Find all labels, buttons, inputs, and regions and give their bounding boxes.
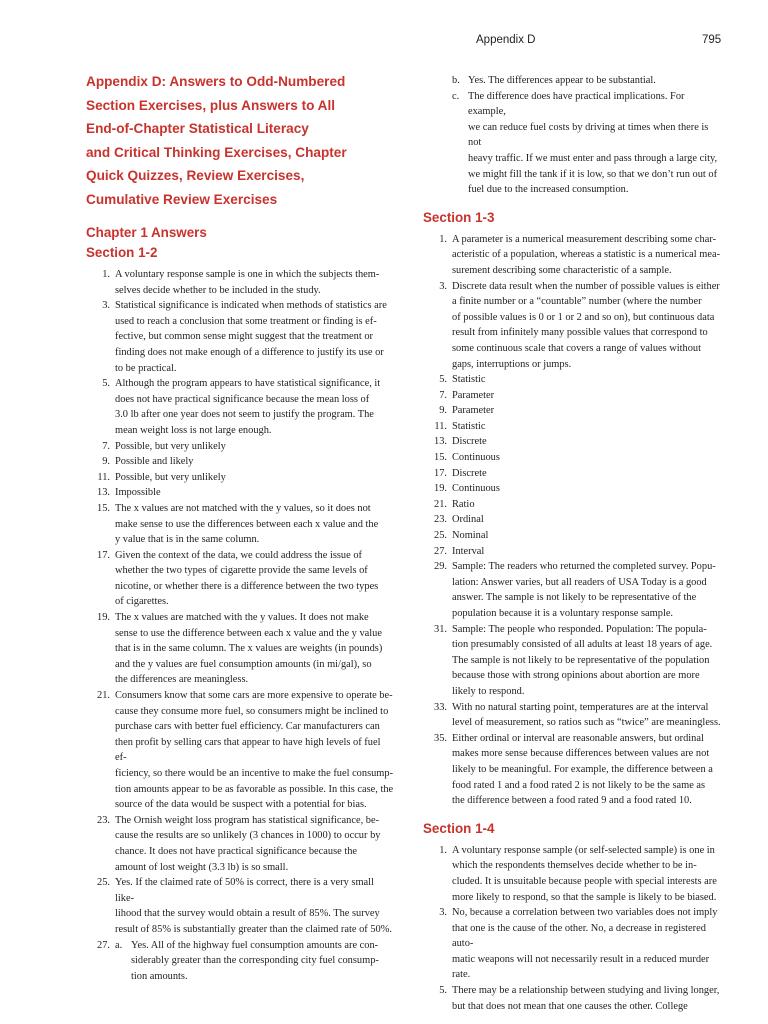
answer-list-1-4 [423,843,723,1015]
answer-text [452,528,723,544]
answer-item [423,544,723,560]
text-line: Impossible [115,487,161,499]
answer-number: 1. [439,233,447,245]
text-line: Either ordinal or interval are reasonable answers, but ordinal [452,732,704,744]
answer-text [115,485,394,501]
answer-text [115,688,394,813]
text-line: Interval [452,545,485,557]
text-line: some continuous scale that covers a range of values without [452,342,702,354]
answer-text [452,512,723,528]
answer-item [423,843,723,905]
text-line: Consumers know that some cars are more expensive to operate be- [115,690,393,702]
text-line: Ratio [452,498,475,510]
answer-list-1-3 [423,232,723,809]
answer-item [86,439,394,455]
answer-item [423,512,723,528]
text-line: and the y values are fuel consumption amounts (in mi/gal), so [115,658,372,670]
text-line: cause they consume more fuel, so consumers might be inclined to [115,705,389,717]
answer-text [452,843,723,905]
answer-item [423,700,723,731]
text-line: 3.0 lb after one year does not seem to justify the program. The [115,409,374,421]
text-line: Sample: The readers who returned the completed survey. Popu- [452,561,716,573]
text-line: used to reach a conclusion that some treatment or finding is ef- [115,315,377,327]
text-line: Discrete [452,436,487,448]
answer-number: 21. [97,690,110,702]
answer-text [452,419,723,435]
answer-number: 23. [434,514,447,526]
answer-number: 35. [434,732,447,744]
answer-item [423,905,723,983]
text-line: tion presumably consisted of all adults at least 18 years of age. [452,639,713,651]
answer-number: 19. [97,612,110,624]
answer-number: 7. [102,440,110,452]
answer-text [452,905,723,983]
text-line: a finite number or a “countable” number (where the number [452,296,702,308]
text-line: Possible and likely [115,456,194,468]
text-line: A voluntary response sample is one in which the subjects them- [115,269,380,280]
text-line: Yes. All of the highway fuel consumption amounts are con- [131,939,379,951]
text-line: mean weight loss is not large enough. [115,424,272,436]
answer-number: 13. [434,436,447,448]
answer-text [452,481,723,497]
answer-text [452,388,723,404]
section-heading-1-2: Section 1-2 [86,245,158,260]
answer-text [115,298,394,376]
text-line: fective, but common sense might suggest that the treatment or [115,331,373,343]
text-line: The x values are matched with the y values. It does not make [115,612,369,624]
answer-item [86,376,394,438]
text-line: lihood that the survey would obtain a result of 85%. The survey [115,908,380,920]
text-line: heavy traffic. If we must enter and pass through a large city, [468,152,718,164]
text-line: that is in the same column. The x values are weights (in pounds) [115,643,383,655]
text-line: Parameter [452,389,495,401]
answer-item [86,267,394,298]
answer-text [452,497,723,513]
text-line: Appendix D: Answers to Odd-Numbered [86,74,346,89]
answer-text [452,279,723,373]
text-line: Yes. If the claimed rate of 50% is correct, there is a very small like- [115,877,374,904]
text-line: chance. It does not have practical significance because the [115,845,358,857]
answer-text [468,73,723,89]
answer-text [452,372,723,388]
answer-item [86,688,394,813]
answer-number: 3. [102,300,110,312]
answer-item [86,938,394,985]
answer-item [423,497,723,513]
text-line: Discrete data result when the number of possible values is either [452,280,720,292]
answer-text [115,813,394,875]
text-line: ficiency, so there would be an incentive to make the fuel consump- [115,768,394,779]
text-line: Statistical significance is indicated when methods of statistics are [115,300,387,312]
text-line: then profit by selling cars that appear to have high levels of fuel ef- [115,736,381,764]
answer-number: 7. [439,389,447,401]
text-line: population because it is a voluntary response sample. [452,608,674,619]
answer-number: 29. [434,561,447,573]
text-line: answer. The sample is not likely to be representative of the [452,592,697,604]
text-line: The sample is not likely to be representative of the population [452,654,710,666]
text-line: result from infinitely many possible values that correspond to [452,327,708,339]
answer-number: 15. [97,502,110,514]
answer-number: 25. [434,530,447,542]
answer-item [86,610,394,688]
answer-number: 33. [434,701,447,713]
text-line: Discrete [452,467,487,479]
text-line: matic weapons will not necessarily result in a reduced murder rate. [452,953,710,981]
answer-item [423,279,723,373]
answer-number: 15. [434,452,447,464]
answer-text [452,450,723,466]
text-line: we can reduce fuel costs by driving at times when there is not [468,121,709,149]
text-line: Statistic [452,374,486,386]
answer-number: 11. [97,471,110,483]
text-line: level of measurement, so ratios such as “twice” are meaningless. [452,717,721,729]
text-line: tion amounts. [131,970,188,982]
text-line: surement describing some characteristic of a sample. [452,264,672,276]
text-line: No, because a correlation between two variables does not imply [452,907,718,919]
text-line: End-of-Chapter Statistical Literacy [86,121,309,136]
answer-item [423,388,723,404]
answer-text [115,875,394,937]
answer-item [423,559,723,621]
answer-item [423,731,723,809]
text-line: cause the results are so unlikely (3 chances in 1000) to occur by [115,830,381,842]
answer-item [86,501,394,548]
text-line: Cumulative Review Exercises [86,191,278,207]
answer-text [115,454,394,470]
text-line: food rated 1 and a food rated 2 is not likely to be the same as [452,779,706,791]
text-line: cluded. It is unsuitable because people with special interests are [452,875,717,887]
answer-text [115,501,394,548]
continued-answers [423,73,723,198]
answer-item [423,372,723,388]
text-line: the difference between a food rated 9 and a food rated 10. [452,795,692,807]
text-line: but that does not mean that one causes the other. College [452,1000,688,1012]
answer-text [115,610,394,688]
answer-item [86,813,394,875]
text-line: Possible, but very unlikely [115,440,226,452]
answer-item [423,403,723,419]
text-line: likely to be meaningful. For example, the difference between a [452,763,713,775]
answer-number: 17. [97,549,110,561]
text-line: source of the data would be suspect with a potential for bias. [115,799,367,811]
answer-item [423,434,723,450]
running-title: Appendix D [476,34,536,46]
answer-text [131,938,394,985]
text-line: acteristic of a population, whereas a statistic is a numerical mea- [452,249,721,261]
answer-number: 1. [439,844,447,856]
answer-number: 1. [102,269,110,280]
text-line: finding does not make enough of a difference to justify its use or [115,346,384,358]
text-line: more likely to respond, so that the sample is likely to be biased. [452,891,717,903]
text-line: we might fill the tank if it is low, so that we don’t run out of [468,168,718,180]
answer-item [423,622,723,700]
answer-text [115,376,394,438]
text-line: purchase cars with better fuel efficiency. Car manufacturers can [115,721,380,733]
answer-number: 3. [439,280,447,292]
answer-text [115,470,394,486]
answer-subitem [423,73,723,89]
right-column [423,73,723,1014]
text-line: likely to respond. [452,685,525,697]
text-line: A parameter is a numerical measurement describing some char- [452,233,717,245]
answer-number: 9. [439,405,447,417]
answer-text [452,731,723,809]
answer-text [452,559,723,621]
answer-text [452,700,723,731]
text-line: A voluntary response sample (or self-selected sample) is one in [452,844,715,856]
text-line: With no natural starting point, temperatures are at the interval [452,701,709,713]
answer-number: 5. [439,374,447,386]
answer-item [423,481,723,497]
section-heading-1-4: Section 1-4 [423,820,495,836]
answer-number: 5. [439,985,447,997]
answer-number: 27. [434,545,447,557]
answer-item [86,875,394,937]
text-line: The Ornish weight loss program has statistical significance, be- [115,814,380,826]
text-line: Possible, but very unlikely [115,471,226,483]
answer-text [115,267,394,298]
text-line: result of 85% is substantially greater than the claimed rate of 50%. [115,923,392,935]
left-column [86,70,394,984]
answer-item [423,450,723,466]
text-line: Parameter [452,405,495,417]
answer-item [423,528,723,544]
answer-subitem [423,89,723,198]
answer-number: 25. [97,877,110,889]
answer-number: 9. [102,456,110,468]
answer-text [452,544,723,560]
text-line: that one is the cause of the other. No, a decrease in registered auto- [452,922,706,950]
text-line: whether the two types of cigarette provide the same levels of [115,565,368,577]
answer-item [423,466,723,482]
text-line: Given the context of the data, we could address the issue of [115,549,362,561]
chapter-heading: Chapter 1 Answers [86,225,207,240]
text-line: y value that is in the same column. [115,534,260,546]
text-line: siderably greater than the corresponding city fuel consump- [131,955,379,967]
text-line: nicotine, or whether there is a difference between the two types [115,580,379,592]
text-line: tion amounts appear to be as favorable as possible. In this case, the [115,783,394,795]
answer-item [423,232,723,279]
answer-text [452,232,723,279]
answer-number: 21. [434,498,447,510]
answer-item [423,419,723,435]
text-line: gaps, interruptions or jumps. [452,358,572,370]
text-line: fuel due to the increased consumption. [468,184,629,196]
text-line: sense to use the difference between each x value and the y value [115,627,382,639]
text-line: does not have practical significance because the mean loss of [115,393,370,405]
page-number: 795 [702,34,722,46]
text-line: Nominal [452,530,489,542]
answer-item [86,454,394,470]
answer-number: 23. [97,814,110,826]
answer-item [86,485,394,501]
text-line: Section Exercises, plus Answers to All [86,97,336,113]
answer-number: 3. [439,907,447,919]
text-line: which the respondents themselves decide whether to be in- [452,860,697,872]
answer-item [86,470,394,486]
text-line: Yes. The differences appear to be substantial. [468,75,656,86]
text-line: Sample: The people who responded. Population: The popula- [452,623,707,635]
answer-text [452,983,723,1014]
answer-item [86,548,394,610]
text-line: Although the program appears to have statistical significance, it [115,378,381,390]
text-line: Ordinal [452,514,484,526]
answer-number: 11. [434,420,447,432]
text-line: The difference does have practical implications. For example, [468,90,685,118]
text-line: because those with strong opinions about abortion are more [452,670,700,682]
text-line: makes more sense because differences between values are not [452,748,710,760]
answer-item [423,983,723,1014]
section-heading-1-3: Section 1-3 [423,209,495,225]
answer-number: 31. [434,623,447,635]
text-line: to be practical. [115,362,177,374]
answer-text [452,622,723,700]
answer-text [452,434,723,450]
answer-text [468,89,723,198]
sub-letter: b. [452,75,460,86]
answer-number: 5. [102,378,110,390]
appendix-title [86,70,394,211]
answer-text [452,466,723,482]
sub-letter: c. [452,90,460,102]
answer-number: 27. [97,939,110,951]
text-line: amount of lost weight (3.3 lb) is so small. [115,861,289,873]
text-line: lation: Answer varies, but all readers of USA Today is a good [452,576,707,588]
answer-number: 17. [434,467,447,479]
text-line: and Critical Thinking Exercises, Chapter [86,144,347,160]
text-line: selves decide whether to be included in the study. [115,284,321,296]
text-line: Statistic [452,420,486,432]
text-line: Continuous [452,483,500,495]
text-line: Continuous [452,452,500,464]
answer-text [115,548,394,610]
answer-text [452,403,723,419]
answer-list-1-2 [86,267,394,938]
text-line: The x values are not matched with the y values, so it does not [115,502,371,514]
answer-number: 19. [434,483,447,495]
sub-letter: a. [115,939,123,951]
text-line: of cigarettes. [115,596,169,608]
answer-text [115,439,394,455]
answer-number: 13. [97,487,110,499]
answer-item [86,298,394,376]
text-line: of possible values is 0 or 1 or 2 and so on), but continuous data [452,311,715,323]
text-line: the differences are meaningless. [115,674,249,686]
text-line: Quick Quizzes, Review Exercises, [86,168,305,183]
text-line: There may be a relationship between studying and living longer, [452,985,720,997]
text-line: make sense to use the differences between each x value and the [115,518,379,530]
